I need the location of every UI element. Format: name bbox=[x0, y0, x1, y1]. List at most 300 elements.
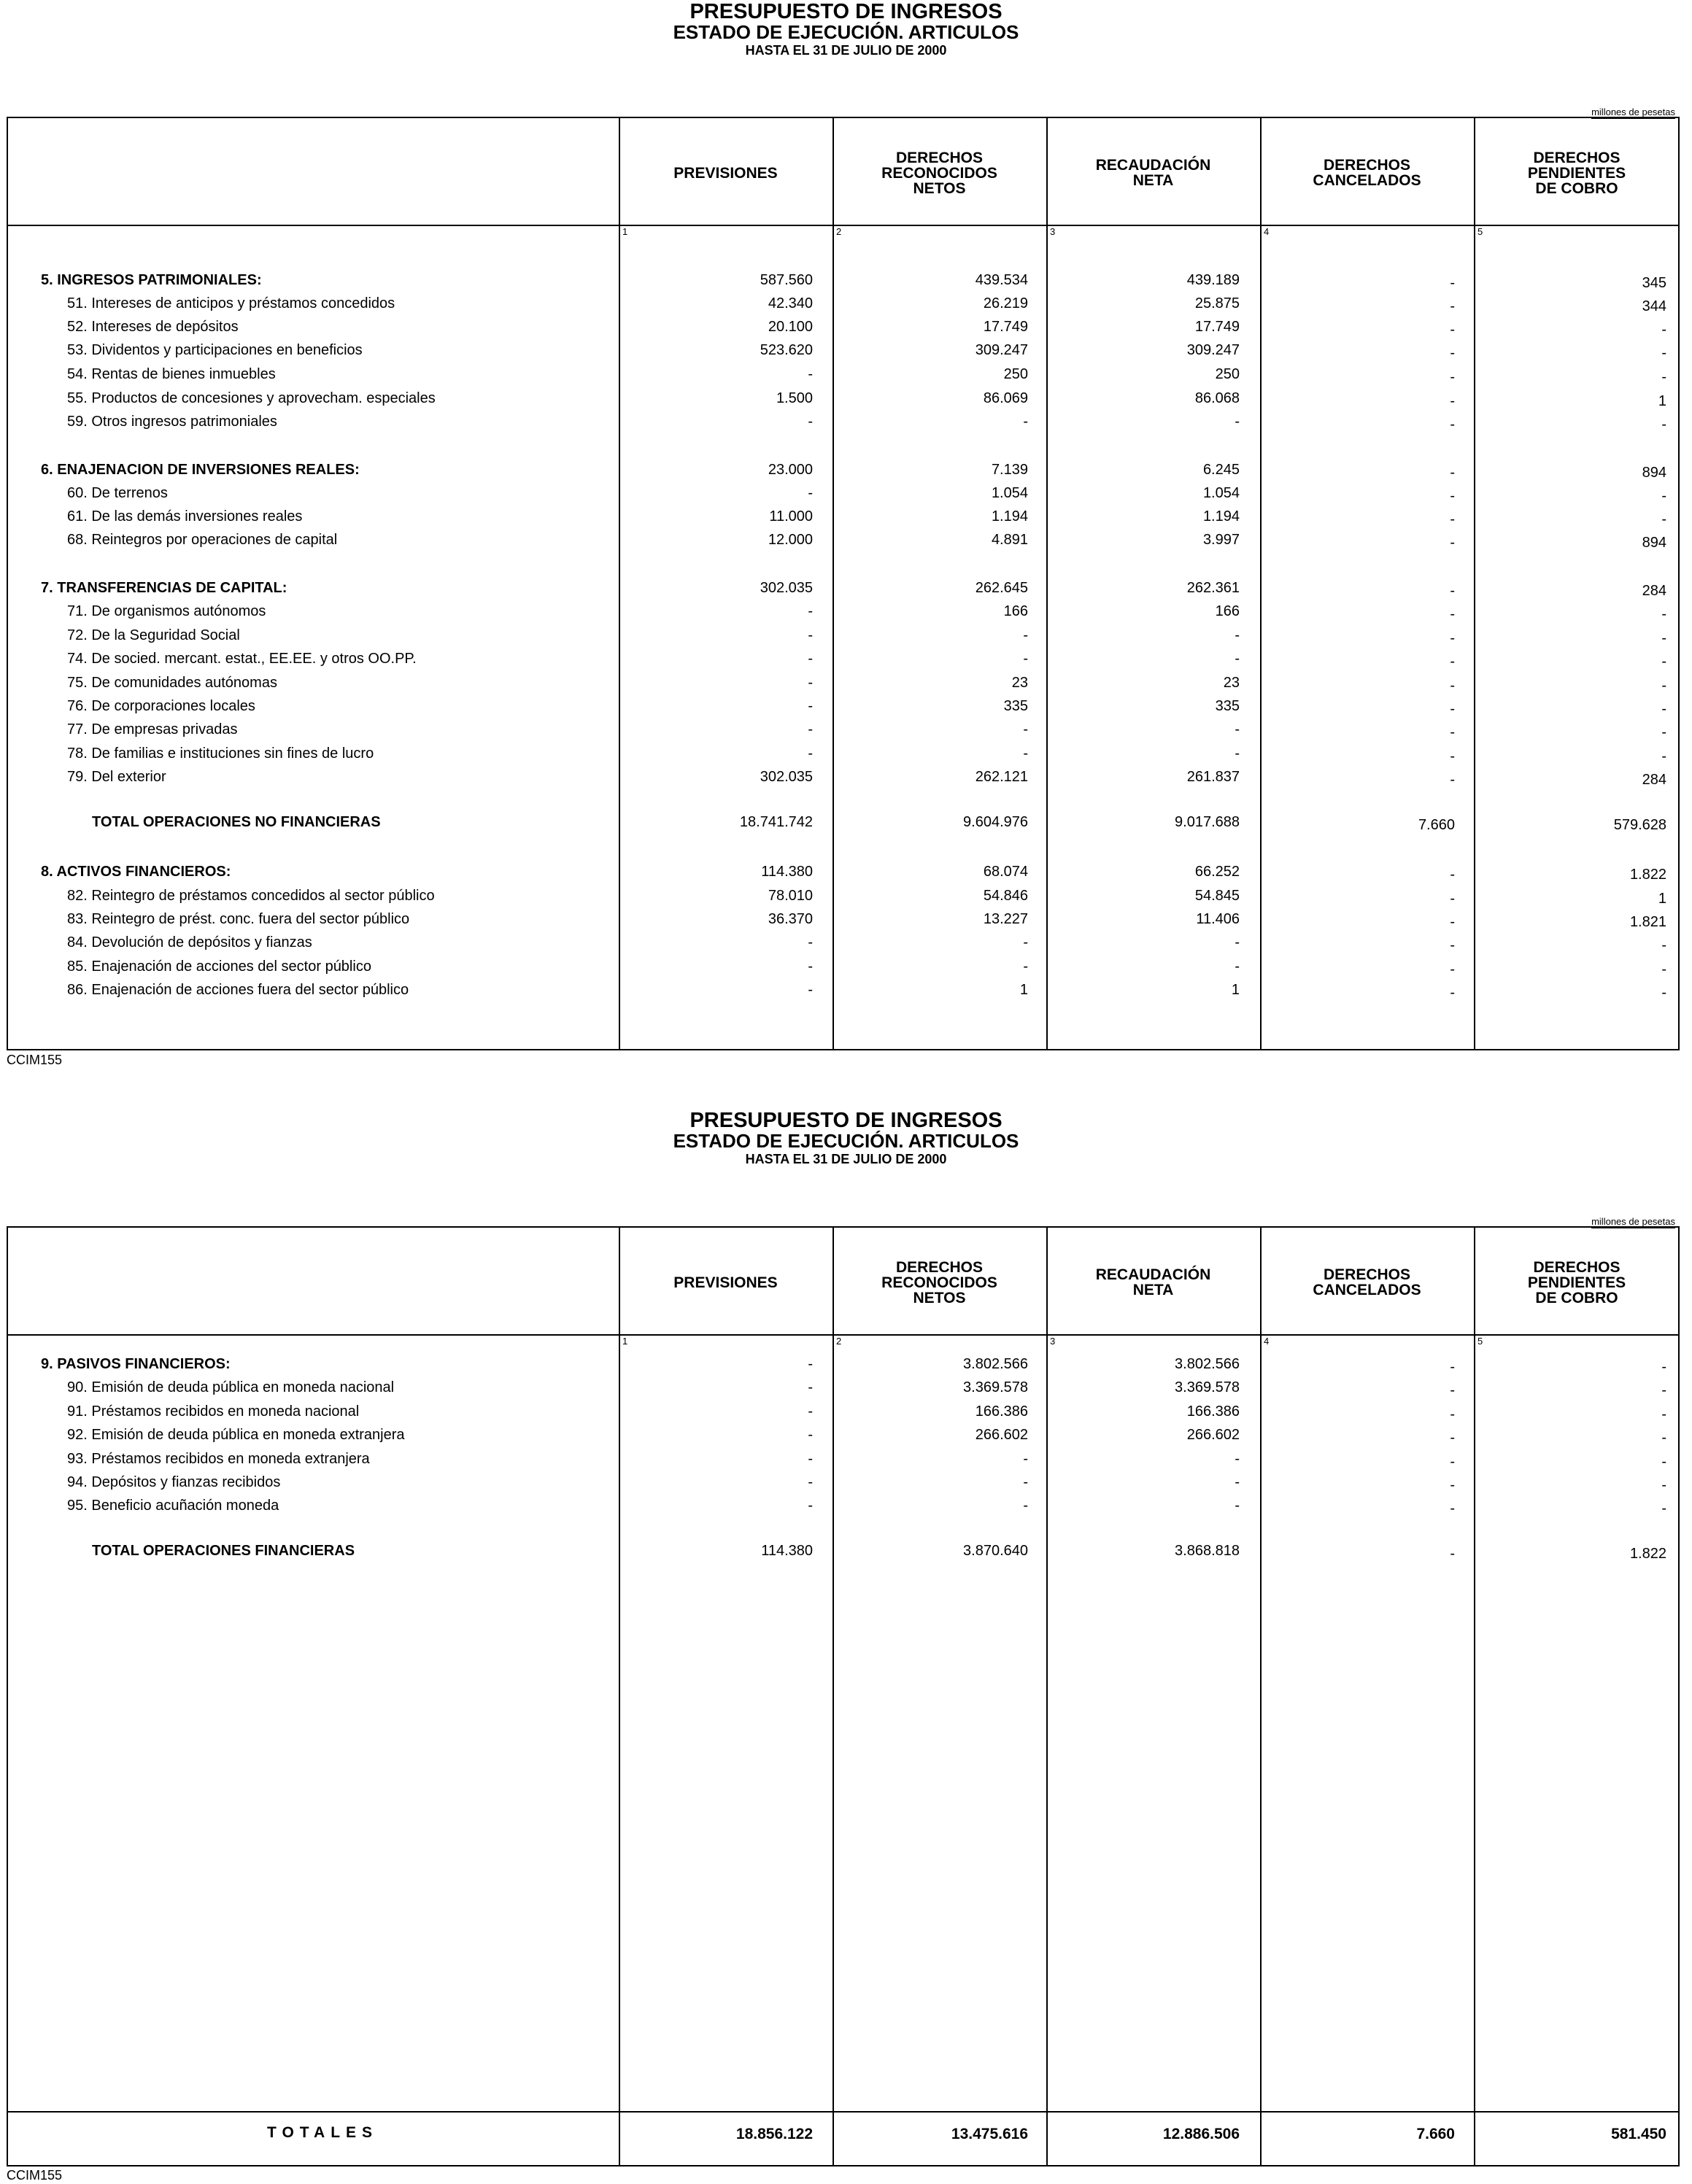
cell-value: - bbox=[1450, 417, 1455, 433]
cell-value: - bbox=[808, 1356, 813, 1372]
cell-value: - bbox=[1450, 914, 1455, 930]
row-label: 51. Intereses de anticipos y préstamos concedidos bbox=[67, 295, 395, 311]
cell-value: 1.500 bbox=[776, 390, 813, 406]
cell-value: 309.247 bbox=[1186, 342, 1240, 358]
table-row bbox=[8, 766, 1678, 788]
row-label: 74. De socied. mercant. estat., EE.EE. y otros OO.PP. bbox=[67, 651, 417, 667]
cell-value: 78.010 bbox=[768, 888, 813, 904]
column-header-line: CANCELADOS bbox=[1313, 172, 1421, 189]
cell-value: 4.891 bbox=[991, 532, 1028, 548]
cell-value: - bbox=[1023, 1498, 1028, 1514]
cell-value: 345 bbox=[1642, 275, 1666, 291]
cell-value: - bbox=[1450, 1382, 1455, 1398]
table-row bbox=[8, 648, 1678, 670]
cell-value: - bbox=[1661, 345, 1666, 361]
table-row bbox=[8, 1495, 1678, 1517]
column-header-line: DE COBRO bbox=[1535, 179, 1618, 197]
cell-value: 54.845 bbox=[1194, 888, 1240, 904]
cell-value: - bbox=[808, 1474, 813, 1490]
cell-value: 302.035 bbox=[760, 769, 813, 785]
cell-value: 1.821 bbox=[1629, 914, 1666, 930]
cell-value: 66.252 bbox=[1194, 864, 1240, 880]
cell-value: 86.068 bbox=[1194, 390, 1240, 406]
cell-value: 335 bbox=[1003, 698, 1028, 714]
cell-value: - bbox=[1661, 417, 1666, 433]
cell-value: 1 bbox=[1658, 891, 1666, 907]
cell-value: 13.227 bbox=[983, 911, 1028, 927]
column-header bbox=[1260, 1267, 1474, 1298]
page-date: HASTA EL 31 DE JULIO DE 2000 bbox=[745, 43, 947, 58]
cell-value: 1.054 bbox=[1202, 485, 1240, 501]
cell-value: 12.000 bbox=[768, 532, 813, 548]
table-row bbox=[8, 411, 1678, 433]
cell-value: 250 bbox=[1003, 366, 1028, 382]
cell-value: - bbox=[1661, 1454, 1666, 1470]
cell-value: - bbox=[1235, 721, 1240, 737]
table-row bbox=[8, 316, 1678, 338]
table-row bbox=[8, 672, 1678, 694]
totals-label: TOTALES bbox=[267, 2124, 379, 2141]
column-header-line: DERECHOS bbox=[1323, 157, 1411, 174]
cell-value: - bbox=[1450, 678, 1455, 694]
cell-value: 439.189 bbox=[1186, 272, 1240, 288]
cell-value: - bbox=[808, 1427, 813, 1443]
table-row bbox=[8, 506, 1678, 527]
cell-value: 86.069 bbox=[983, 390, 1028, 406]
cell-value: 309.247 bbox=[975, 342, 1028, 358]
cell-value: - bbox=[1450, 748, 1455, 764]
cell-value: - bbox=[1235, 414, 1240, 430]
totals-divider bbox=[8, 2111, 1678, 2113]
cell-value: 335 bbox=[1215, 698, 1240, 714]
cell-value: 3.997 bbox=[1202, 532, 1240, 548]
column-header bbox=[1474, 150, 1680, 196]
cell-value: - bbox=[1661, 961, 1666, 977]
cell-value: 36.370 bbox=[768, 911, 813, 927]
row-label: 68. Reintegros por operaciones de capital bbox=[67, 532, 338, 548]
column-header-line: NETA bbox=[1132, 1282, 1174, 1298]
cell-value: - bbox=[1450, 393, 1455, 409]
cell-value: - bbox=[808, 934, 813, 950]
section-row bbox=[8, 577, 1678, 599]
column-header-line: PREVISIONES bbox=[673, 1274, 778, 1291]
cell-value: 266.602 bbox=[975, 1427, 1028, 1443]
cell-value: - bbox=[808, 366, 813, 382]
table-row bbox=[8, 293, 1678, 314]
cell-value: 1.822 bbox=[1629, 1546, 1666, 1562]
row-label: 86. Enajenación de acciones fuera del sector público bbox=[67, 982, 409, 998]
cell-value: - bbox=[808, 485, 813, 501]
cell-value: - bbox=[1450, 654, 1455, 670]
cell-value: - bbox=[1450, 867, 1455, 883]
cell-value: 250 bbox=[1215, 366, 1240, 382]
cell-value: 262.361 bbox=[1186, 580, 1240, 596]
page-title: PRESUPUESTO DE INGRESOS bbox=[689, 1109, 1003, 1132]
page-subtitle: ESTADO DE EJECUCIÓN. ARTICULOS bbox=[673, 1130, 1019, 1152]
table-row bbox=[8, 1401, 1678, 1422]
table-row bbox=[8, 979, 1678, 1001]
column-header bbox=[833, 1260, 1046, 1306]
column-header-line: PENDIENTES bbox=[1527, 164, 1626, 182]
cell-value: 7.660 bbox=[1418, 817, 1455, 833]
column-header-line: NETA bbox=[1132, 172, 1174, 189]
cell-value: 284 bbox=[1642, 772, 1666, 788]
total-row bbox=[8, 1540, 1678, 1562]
cell-value: - bbox=[1450, 1546, 1455, 1562]
row-label: 60. De terrenos bbox=[67, 485, 168, 501]
cell-value: - bbox=[1661, 937, 1666, 953]
table-row bbox=[8, 719, 1678, 740]
cell-value: 114.380 bbox=[761, 864, 813, 880]
column-number: 2 bbox=[836, 1336, 842, 1347]
cell-value: - bbox=[1661, 1406, 1666, 1422]
table-row bbox=[8, 624, 1678, 646]
cell-value: 23 bbox=[1223, 675, 1240, 691]
totals-value: 7.660 bbox=[1416, 2126, 1455, 2142]
cell-value: 166.386 bbox=[975, 1403, 1028, 1420]
cell-value: - bbox=[1450, 1477, 1455, 1493]
row-label: 93. Préstamos recibidos en moneda extranjera bbox=[67, 1451, 370, 1467]
cell-value: - bbox=[1450, 322, 1455, 338]
row-label: TOTAL OPERACIONES NO FINANCIERAS bbox=[92, 814, 381, 830]
budget-table bbox=[7, 117, 1680, 1050]
totals-value: 13.475.616 bbox=[951, 2126, 1028, 2142]
row-label: TOTAL OPERACIONES FINANCIERAS bbox=[92, 1543, 355, 1559]
row-label: 54. Rentas de bienes inmuebles bbox=[67, 366, 276, 382]
cell-value: 17.749 bbox=[1194, 319, 1240, 335]
cell-value: - bbox=[1661, 1382, 1666, 1398]
column-header bbox=[1474, 1260, 1680, 1306]
row-label: 77. De empresas privadas bbox=[67, 721, 238, 737]
table-row bbox=[8, 908, 1678, 930]
cell-value: - bbox=[1661, 488, 1666, 504]
cell-value: 11.406 bbox=[1196, 911, 1240, 927]
page-subtitle: ESTADO DE EJECUCIÓN. ARTICULOS bbox=[673, 21, 1019, 43]
column-header-line: CANCELADOS bbox=[1313, 1282, 1421, 1298]
cell-value: - bbox=[1661, 511, 1666, 527]
cell-value: 302.035 bbox=[760, 580, 813, 596]
row-label: 90. Emisión de deuda pública en moneda nacional bbox=[67, 1379, 395, 1395]
cell-value: 25.875 bbox=[1194, 295, 1240, 311]
totals-value: 581.450 bbox=[1611, 2126, 1666, 2142]
cell-value: - bbox=[1661, 654, 1666, 670]
cell-value: 439.534 bbox=[975, 272, 1028, 288]
units-note: millones de pesetas bbox=[1591, 107, 1675, 117]
cell-value: 1 bbox=[1658, 393, 1666, 409]
column-header-line: PREVISIONES bbox=[673, 164, 778, 182]
row-label: 92. Emisión de deuda pública en moneda extranjera bbox=[67, 1427, 405, 1443]
form-code: CCIM155 bbox=[7, 2168, 63, 2183]
cell-value: - bbox=[1450, 511, 1455, 527]
cell-value: 3.870.640 bbox=[963, 1543, 1028, 1559]
row-label: 91. Préstamos recibidos en moneda nacional bbox=[67, 1403, 360, 1420]
column-header-line: DERECHOS bbox=[895, 1258, 984, 1276]
column-header bbox=[619, 166, 833, 181]
cell-value: - bbox=[1450, 369, 1455, 385]
section-row bbox=[8, 1353, 1678, 1375]
row-label: 95. Beneficio acuñación moneda bbox=[67, 1498, 279, 1514]
table-row bbox=[8, 1376, 1678, 1398]
table-row bbox=[8, 1448, 1678, 1470]
column-header-line: RECAUDACIÓN bbox=[1095, 157, 1211, 174]
cell-value: 1.822 bbox=[1629, 867, 1666, 883]
page-date: HASTA EL 31 DE JULIO DE 2000 bbox=[745, 1152, 947, 1166]
column-number: 3 bbox=[1050, 1336, 1056, 1347]
table-row bbox=[8, 695, 1678, 717]
cell-value: - bbox=[1661, 724, 1666, 740]
column-header bbox=[1260, 158, 1474, 188]
table-row bbox=[8, 387, 1678, 409]
cell-value: - bbox=[808, 603, 813, 619]
cell-value: - bbox=[1023, 934, 1028, 950]
table-row bbox=[8, 885, 1678, 907]
cell-value: - bbox=[1450, 1500, 1455, 1517]
row-label: 53. Dividentos y participaciones en beneficios bbox=[67, 342, 363, 358]
column-header-line: RECONOCIDOS bbox=[881, 1274, 997, 1291]
cell-value: - bbox=[1661, 748, 1666, 764]
cell-value: 17.749 bbox=[983, 319, 1028, 335]
cell-value: 262.121 bbox=[975, 769, 1028, 785]
cell-value: - bbox=[1661, 606, 1666, 622]
row-label: 85. Enajenación de acciones del sector público bbox=[67, 959, 371, 975]
cell-value: - bbox=[1450, 1430, 1455, 1446]
cell-value: - bbox=[1450, 298, 1455, 314]
cell-value: 1.194 bbox=[1202, 508, 1240, 524]
cell-value: - bbox=[808, 1498, 813, 1514]
column-header-line: DERECHOS bbox=[1533, 149, 1620, 166]
row-label: 71. De organismos autónomos bbox=[67, 603, 266, 619]
column-header-line: DERECHOS bbox=[895, 149, 984, 166]
cell-value: 23.000 bbox=[768, 462, 813, 478]
cell-value: - bbox=[1450, 772, 1455, 788]
cell-value: 166 bbox=[1003, 603, 1028, 619]
cell-value: - bbox=[808, 651, 813, 667]
table-row bbox=[8, 600, 1678, 622]
row-label: 84. Devolución de depósitos y fianzas bbox=[67, 934, 312, 950]
row-label: 8. ACTIVOS FINANCIEROS: bbox=[41, 864, 231, 880]
row-label: 9. PASIVOS FINANCIEROS: bbox=[41, 1356, 231, 1372]
cell-value: - bbox=[1023, 414, 1028, 430]
cell-value: - bbox=[1235, 746, 1240, 762]
cell-value: - bbox=[1450, 1406, 1455, 1422]
cell-value: - bbox=[1661, 985, 1666, 1001]
cell-value: 262.645 bbox=[975, 580, 1028, 596]
cell-value: 1 bbox=[1019, 982, 1028, 998]
cell-value: - bbox=[1450, 535, 1455, 551]
column-number: 1 bbox=[622, 226, 628, 237]
cell-value: 9.604.976 bbox=[963, 814, 1028, 830]
cell-value: - bbox=[1450, 1454, 1455, 1470]
cell-value: - bbox=[1661, 1359, 1666, 1375]
cell-value: - bbox=[1450, 724, 1455, 740]
cell-value: 3.802.566 bbox=[963, 1356, 1028, 1372]
cell-value: 68.074 bbox=[983, 864, 1028, 880]
cell-value: 261.837 bbox=[1186, 769, 1240, 785]
cell-value: - bbox=[1661, 1477, 1666, 1493]
column-header-line: PENDIENTES bbox=[1527, 1274, 1626, 1291]
cell-value: - bbox=[1450, 465, 1455, 481]
section-row bbox=[8, 459, 1678, 481]
cell-value: 523.620 bbox=[760, 342, 813, 358]
cell-value: - bbox=[1235, 959, 1240, 975]
cell-value: - bbox=[1450, 345, 1455, 361]
cell-value: - bbox=[1235, 934, 1240, 950]
table-row bbox=[8, 363, 1678, 385]
column-number: 5 bbox=[1477, 1336, 1483, 1347]
column-header-line: DERECHOS bbox=[1323, 1266, 1411, 1283]
cell-value: - bbox=[1023, 746, 1028, 762]
cell-value: 1.054 bbox=[991, 485, 1028, 501]
cell-value: - bbox=[1450, 701, 1455, 717]
column-number: 2 bbox=[836, 226, 842, 237]
cell-value: 284 bbox=[1642, 583, 1666, 599]
cell-value: - bbox=[1661, 1500, 1666, 1517]
cell-value: 42.340 bbox=[768, 295, 813, 311]
column-header-line: NETOS bbox=[913, 179, 966, 197]
row-label: 7. TRANSFERENCIAS DE CAPITAL: bbox=[41, 580, 287, 596]
row-label: 82. Reintegro de préstamos concedidos al sector público bbox=[67, 888, 435, 904]
cell-value: - bbox=[808, 414, 813, 430]
column-header bbox=[1046, 158, 1260, 188]
section-row bbox=[8, 269, 1678, 291]
header-divider bbox=[8, 225, 1678, 226]
cell-value: 54.846 bbox=[983, 888, 1028, 904]
table-row bbox=[8, 932, 1678, 953]
row-label: 5. INGRESOS PATRIMONIALES: bbox=[41, 272, 262, 288]
cell-value: 1.194 bbox=[991, 508, 1028, 524]
cell-value: 6.245 bbox=[1202, 462, 1240, 478]
cell-value: 23 bbox=[1011, 675, 1028, 691]
cell-value: - bbox=[1023, 959, 1028, 975]
page-title: PRESUPUESTO DE INGRESOS bbox=[689, 0, 1003, 23]
cell-value: 3.802.566 bbox=[1175, 1356, 1240, 1372]
row-label: 83. Reintegro de prést. conc. fuera del sector público bbox=[67, 911, 410, 927]
totals-value: 18.856.122 bbox=[735, 2126, 813, 2142]
cell-value: - bbox=[808, 627, 813, 643]
cell-value: - bbox=[1450, 961, 1455, 977]
cell-value: 11.000 bbox=[769, 508, 813, 524]
column-number: 3 bbox=[1050, 226, 1056, 237]
cell-value: - bbox=[1661, 678, 1666, 694]
row-label: 79. Del exterior bbox=[67, 769, 166, 785]
column-header bbox=[619, 1275, 833, 1290]
column-header-line: DERECHOS bbox=[1533, 1258, 1620, 1276]
cell-value: - bbox=[1661, 1430, 1666, 1446]
cell-value: - bbox=[1450, 891, 1455, 907]
cell-value: - bbox=[1661, 322, 1666, 338]
budget-table bbox=[7, 1226, 1680, 2166]
row-label: 61. De las demás inversiones reales bbox=[67, 508, 303, 524]
cell-value: 1 bbox=[1231, 982, 1240, 998]
cell-value: - bbox=[808, 675, 813, 691]
column-header-line: RECONOCIDOS bbox=[881, 164, 997, 182]
row-label: 78. De familias e instituciones sin fines de lucro bbox=[67, 746, 374, 762]
cell-value: - bbox=[1450, 583, 1455, 599]
header-divider bbox=[8, 1334, 1678, 1336]
cell-value: 344 bbox=[1642, 298, 1666, 314]
row-label: 76. De corporaciones locales bbox=[67, 698, 255, 714]
cell-value: - bbox=[808, 982, 813, 998]
cell-value: - bbox=[808, 959, 813, 975]
cell-value: - bbox=[1661, 630, 1666, 646]
cell-value: 3.369.578 bbox=[963, 1379, 1028, 1395]
cell-value: - bbox=[1023, 1474, 1028, 1490]
cell-value: - bbox=[1661, 369, 1666, 385]
column-header bbox=[1046, 1267, 1260, 1298]
cell-value: - bbox=[1450, 937, 1455, 953]
column-number: 1 bbox=[622, 1336, 628, 1347]
cell-value: 114.380 bbox=[761, 1543, 813, 1559]
cell-value: - bbox=[808, 721, 813, 737]
cell-value: - bbox=[1450, 275, 1455, 291]
cell-value: 7.139 bbox=[991, 462, 1028, 478]
row-label: 6. ENAJENACION DE INVERSIONES REALES: bbox=[41, 462, 360, 478]
cell-value: - bbox=[1235, 627, 1240, 643]
table-row bbox=[8, 743, 1678, 764]
cell-value: - bbox=[808, 1451, 813, 1467]
column-header bbox=[833, 150, 1046, 196]
cell-value: - bbox=[1023, 627, 1028, 643]
cell-value: 9.017.688 bbox=[1175, 814, 1240, 830]
cell-value: - bbox=[808, 1403, 813, 1420]
column-header-line: NETOS bbox=[913, 1289, 966, 1306]
column-number: 4 bbox=[1264, 1336, 1270, 1347]
table-row bbox=[8, 339, 1678, 361]
cell-value: - bbox=[1450, 630, 1455, 646]
row-label: 75. De comunidades autónomas bbox=[67, 675, 277, 691]
cell-value: 3.868.818 bbox=[1175, 1543, 1240, 1559]
form-code: CCIM155 bbox=[7, 1053, 63, 1067]
table-row bbox=[8, 1471, 1678, 1493]
column-header-line: RECAUDACIÓN bbox=[1095, 1266, 1211, 1283]
cell-value: - bbox=[1235, 1474, 1240, 1490]
totals-value: 12.886.506 bbox=[1162, 2126, 1240, 2142]
cell-value: - bbox=[808, 746, 813, 762]
cell-value: 587.560 bbox=[760, 272, 813, 288]
table-row bbox=[8, 529, 1678, 551]
cell-value: - bbox=[1023, 721, 1028, 737]
row-label: 55. Productos de concesiones y aprovecham. especiales bbox=[67, 390, 436, 406]
cell-value: - bbox=[1661, 701, 1666, 717]
total-row bbox=[8, 811, 1678, 833]
cell-value: - bbox=[1450, 488, 1455, 504]
column-header-line: DE COBRO bbox=[1535, 1289, 1618, 1306]
cell-value: - bbox=[1235, 1451, 1240, 1467]
cell-value: - bbox=[1450, 1359, 1455, 1375]
row-label: 72. De la Seguridad Social bbox=[67, 627, 240, 643]
column-number: 4 bbox=[1264, 226, 1270, 237]
cell-value: 20.100 bbox=[768, 319, 813, 335]
column-number: 5 bbox=[1477, 226, 1483, 237]
cell-value: - bbox=[1450, 606, 1455, 622]
cell-value: - bbox=[1235, 651, 1240, 667]
cell-value: 166 bbox=[1215, 603, 1240, 619]
cell-value: 579.628 bbox=[1613, 817, 1666, 833]
cell-value: - bbox=[1235, 1498, 1240, 1514]
row-label: 94. Depósitos y fianzas recibidos bbox=[67, 1474, 281, 1490]
table-row bbox=[8, 1424, 1678, 1446]
cell-value: - bbox=[1450, 985, 1455, 1001]
units-note: millones de pesetas bbox=[1591, 1216, 1675, 1227]
cell-value: - bbox=[808, 1379, 813, 1395]
cell-value: 894 bbox=[1642, 535, 1666, 551]
row-label: 59. Otros ingresos patrimoniales bbox=[67, 414, 277, 430]
cell-value: 3.369.578 bbox=[1175, 1379, 1240, 1395]
cell-value: - bbox=[1023, 651, 1028, 667]
section-row bbox=[8, 861, 1678, 883]
table-row bbox=[8, 482, 1678, 504]
cell-value: - bbox=[1023, 1451, 1028, 1467]
